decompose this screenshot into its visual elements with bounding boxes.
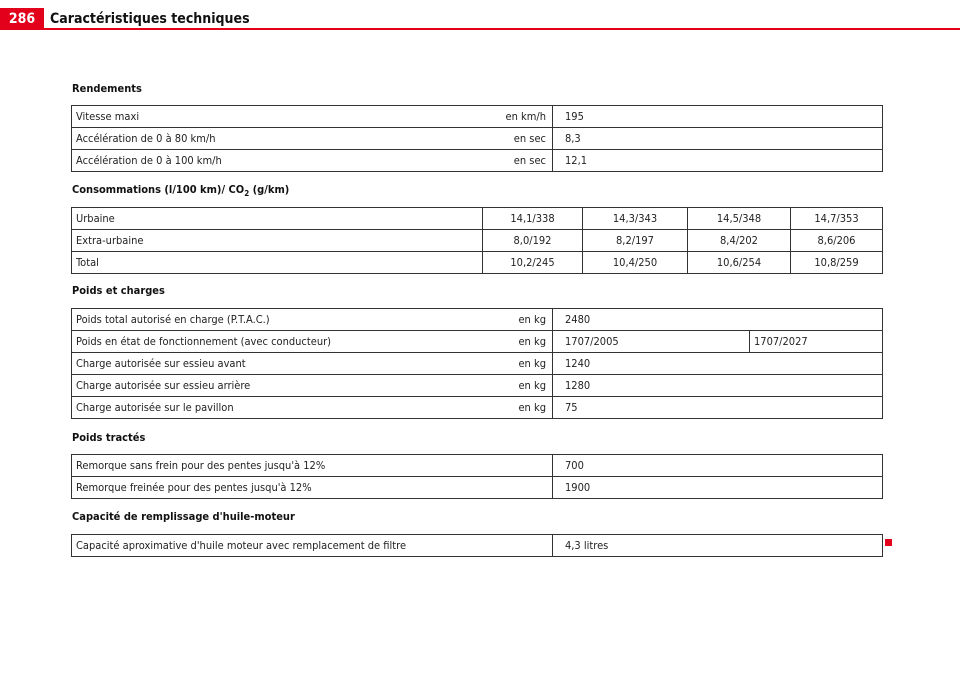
end-of-section-marker: [885, 539, 892, 546]
row-value: 8,0/192: [483, 230, 583, 252]
row-value: 14,5/348: [688, 208, 791, 230]
row-value: 700: [553, 455, 883, 477]
row-value: 14,3/343: [583, 208, 688, 230]
row-value: 8,6/206: [791, 230, 883, 252]
table-row: [72, 331, 883, 353]
heading-main: Consommations (l/100 km)/ CO: [72, 183, 245, 196]
row-value: 10,8/259: [791, 252, 883, 274]
heading-subscript: 2: [244, 189, 250, 199]
row-value: 4,3 litres: [553, 535, 883, 557]
row-label: Accélération de 0 à 100 km/h: [72, 150, 478, 172]
table-row: [72, 375, 883, 397]
row-value: 75: [553, 397, 883, 419]
table-row: [72, 106, 883, 128]
header-rule: [44, 28, 960, 30]
row-value: 10,4/250: [583, 252, 688, 274]
row-label: Poids total autorisé en charge (P.T.A.C.): [72, 309, 478, 331]
page-header: [0, 8, 960, 30]
row-value: 8,4/202: [688, 230, 791, 252]
page-number: 286: [0, 8, 44, 30]
table-consommations: [71, 207, 883, 274]
row-unit: en kg: [478, 397, 553, 419]
row-value: 1707/2005: [553, 331, 750, 353]
row-label: Extra-urbaine: [72, 230, 483, 252]
row-value: 10,6/254: [688, 252, 791, 274]
table-poids-tractes: [71, 454, 883, 499]
row-label: Charge autorisée sur le pavillon: [72, 397, 478, 419]
row-unit: en km/h: [478, 106, 553, 128]
row-label: Total: [72, 252, 483, 274]
row-label: Remorque freinée pour des pentes jusqu'à 12%: [72, 477, 553, 499]
row-value: 1280: [553, 375, 883, 397]
row-label: Charge autorisée sur essieu arrière: [72, 375, 478, 397]
row-value: 10,2/245: [483, 252, 583, 274]
table-poids-charges: [71, 308, 883, 419]
row-value: 14,1/338: [483, 208, 583, 230]
row-unit: en sec: [478, 128, 553, 150]
row-unit: en kg: [478, 353, 553, 375]
section-heading-huile: Capacité de remplissage d'huile-moteur: [72, 510, 295, 523]
section-heading-rendements: Rendements: [72, 82, 142, 95]
row-label: Urbaine: [72, 208, 483, 230]
table-row: [72, 150, 883, 172]
section-heading-poids-tractes: Poids tractés: [72, 431, 146, 444]
table-row: [72, 309, 883, 331]
row-value: 8,2/197: [583, 230, 688, 252]
row-unit: en kg: [478, 309, 553, 331]
row-label: Charge autorisée sur essieu avant: [72, 353, 478, 375]
table-row: [72, 353, 883, 375]
row-label: Remorque sans frein pour des pentes jusqu'à 12%: [72, 455, 553, 477]
row-value-alt: 1707/2027: [750, 331, 883, 353]
row-value: 12,1: [553, 150, 883, 172]
table-rendements: [71, 105, 883, 172]
row-value: 2480: [553, 309, 883, 331]
table-row: [72, 128, 883, 150]
table-row: [72, 208, 883, 230]
table-row: [72, 535, 883, 557]
table-huile: [71, 534, 883, 557]
row-unit: en kg: [478, 331, 553, 353]
table-row: [72, 230, 883, 252]
row-value: 195: [553, 106, 883, 128]
row-label: Vitesse maxi: [72, 106, 478, 128]
heading-tail: (g/km): [249, 183, 290, 196]
table-row: [72, 477, 883, 499]
row-label: Capacité aproximative d'huile moteur avec remplacement de filtre: [72, 535, 553, 557]
page-title: Caractéristiques techniques: [50, 11, 250, 27]
row-value: 14,7/353: [791, 208, 883, 230]
row-unit: en kg: [478, 375, 553, 397]
row-value: 1900: [553, 477, 883, 499]
table-row: [72, 397, 883, 419]
row-value: 8,3: [553, 128, 883, 150]
table-row: [72, 455, 883, 477]
section-heading-consommations: [72, 183, 289, 198]
row-label: Accélération de 0 à 80 km/h: [72, 128, 478, 150]
table-row: [72, 252, 883, 274]
row-value: 1240: [553, 353, 883, 375]
row-unit: en sec: [478, 150, 553, 172]
row-label: Poids en état de fonctionnement (avec conducteur): [72, 331, 478, 353]
section-heading-poids-charges: Poids et charges: [72, 284, 165, 297]
